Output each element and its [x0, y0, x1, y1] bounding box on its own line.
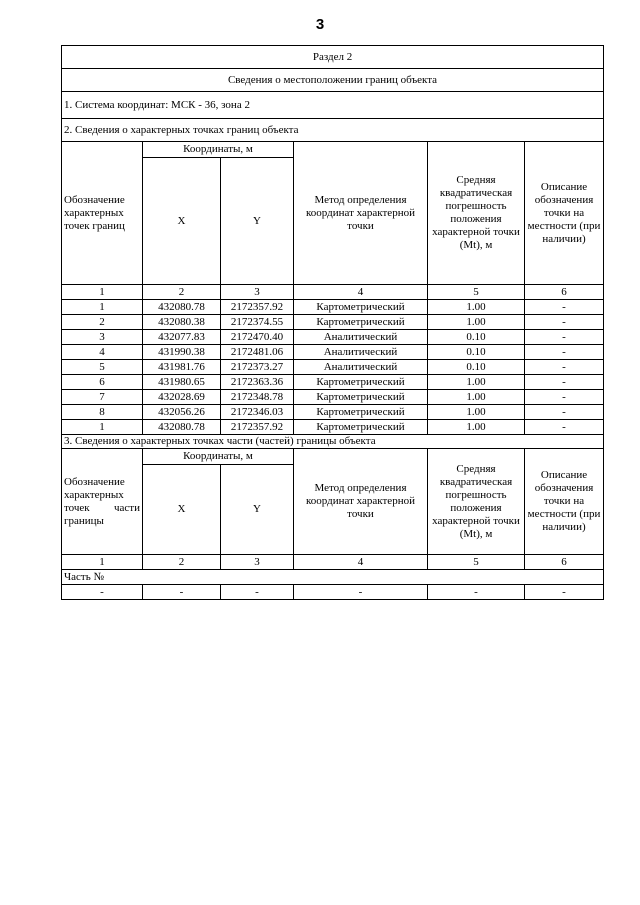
col-num-6: 6	[525, 555, 604, 570]
header-y: Y	[221, 158, 294, 285]
point-y: 2172357.92	[221, 420, 294, 435]
part-cell: -	[221, 585, 294, 600]
header-x-part: X	[143, 465, 221, 555]
table-row	[62, 315, 604, 330]
point-y: 2172357.92	[221, 300, 294, 315]
table-row	[62, 345, 604, 360]
table-row	[62, 300, 604, 315]
point-x: 431990.38	[143, 345, 221, 360]
col-num-6: 6	[525, 285, 604, 300]
header-coordinates: Координаты, м	[143, 142, 294, 158]
point-desc: -	[525, 345, 604, 360]
table-row	[62, 420, 604, 435]
part-cell: -	[294, 585, 428, 600]
header-method-part: Метод определения координат характерной точки	[294, 449, 428, 555]
point-y: 2172470.40	[221, 330, 294, 345]
point-n: 5	[62, 360, 143, 375]
part-cell: -	[525, 585, 604, 600]
point-desc: -	[525, 360, 604, 375]
point-method: Картометрический	[294, 420, 428, 435]
section-title: Раздел 2	[62, 46, 604, 69]
point-method: Аналитический	[294, 345, 428, 360]
header-method: Метод определения координат характерной точки	[294, 142, 428, 285]
point-method: Картометрический	[294, 405, 428, 420]
header-error: Средняя квадратическая погрешность положения характерной точки (Mt), м	[428, 142, 525, 285]
point-desc: -	[525, 375, 604, 390]
header-coordinates-part: Координаты, м	[143, 449, 294, 465]
header-description-part: Описание обозначения точки на местности (при наличии)	[525, 449, 604, 555]
point-mt: 0.10	[428, 330, 525, 345]
part-cell: -	[62, 585, 143, 600]
part-cell: -	[143, 585, 221, 600]
table-row	[62, 330, 604, 345]
col-num-4: 4	[294, 555, 428, 570]
header-y-part: Y	[221, 465, 294, 555]
point-desc: -	[525, 300, 604, 315]
header-error-part: Средняя квадратическая погрешность положения характерной точки (Mt), м	[428, 449, 525, 555]
header-x: X	[143, 158, 221, 285]
point-mt: 1.00	[428, 405, 525, 420]
point-x: 432080.38	[143, 315, 221, 330]
point-x: 432077.83	[143, 330, 221, 345]
table-row	[62, 375, 604, 390]
point-mt: 1.00	[428, 315, 525, 330]
point-method: Картометрический	[294, 375, 428, 390]
point-x: 432028.69	[143, 390, 221, 405]
col-num-5: 5	[428, 555, 525, 570]
header-designation-part: Обозначение характерных точек части границы	[62, 449, 143, 555]
point-mt: 0.10	[428, 360, 525, 375]
point-mt: 0.10	[428, 345, 525, 360]
point-n: 8	[62, 405, 143, 420]
point-desc: -	[525, 330, 604, 345]
col-num-5: 5	[428, 285, 525, 300]
part-cell: -	[428, 585, 525, 600]
col-num-3: 3	[221, 555, 294, 570]
point-method: Картометрический	[294, 390, 428, 405]
table-row	[62, 405, 604, 420]
point-n: 4	[62, 345, 143, 360]
section3-title: 3. Сведения о характерных точках части (частей) границы объекта	[62, 435, 604, 449]
point-n: 3	[62, 330, 143, 345]
point-y: 2172348.78	[221, 390, 294, 405]
col-num-4: 4	[294, 285, 428, 300]
col-num-1: 1	[62, 285, 143, 300]
boundary-table	[61, 45, 604, 600]
point-y: 2172374.55	[221, 315, 294, 330]
point-method: Аналитический	[294, 330, 428, 345]
point-mt: 1.00	[428, 420, 525, 435]
point-x: 432080.78	[143, 300, 221, 315]
header-description: Описание обозначения точки на местности (при наличии)	[525, 142, 604, 285]
header-designation: Обозначение характерных точек границ	[62, 142, 143, 285]
point-x: 431980.65	[143, 375, 221, 390]
point-method: Аналитический	[294, 360, 428, 375]
col-num-3: 3	[221, 285, 294, 300]
point-n: 1	[62, 420, 143, 435]
point-method: Картометрический	[294, 315, 428, 330]
point-x: 431981.76	[143, 360, 221, 375]
section-subtitle: Сведения о местоположении границ объекта	[62, 69, 604, 92]
point-y: 2172481.06	[221, 345, 294, 360]
point-x: 432056.26	[143, 405, 221, 420]
point-n: 7	[62, 390, 143, 405]
point-y: 2172346.03	[221, 405, 294, 420]
col-num-2: 2	[143, 555, 221, 570]
point-method: Картометрический	[294, 300, 428, 315]
point-desc: -	[525, 420, 604, 435]
point-mt: 1.00	[428, 390, 525, 405]
page-number: 3	[315, 16, 325, 33]
coord-system: 1. Система координат: МСК - 36, зона 2	[62, 92, 604, 119]
section2-title: 2. Сведения о характерных точках границ объекта	[62, 119, 604, 142]
point-n: 6	[62, 375, 143, 390]
table-row	[62, 390, 604, 405]
point-desc: -	[525, 405, 604, 420]
point-n: 2	[62, 315, 143, 330]
part-label: Часть №	[62, 570, 604, 585]
col-num-1: 1	[62, 555, 143, 570]
point-y: 2172363.36	[221, 375, 294, 390]
point-desc: -	[525, 390, 604, 405]
point-mt: 1.00	[428, 375, 525, 390]
col-num-2: 2	[143, 285, 221, 300]
point-x: 432080.78	[143, 420, 221, 435]
table-row	[62, 360, 604, 375]
point-desc: -	[525, 315, 604, 330]
point-mt: 1.00	[428, 300, 525, 315]
point-y: 2172373.27	[221, 360, 294, 375]
point-n: 1	[62, 300, 143, 315]
